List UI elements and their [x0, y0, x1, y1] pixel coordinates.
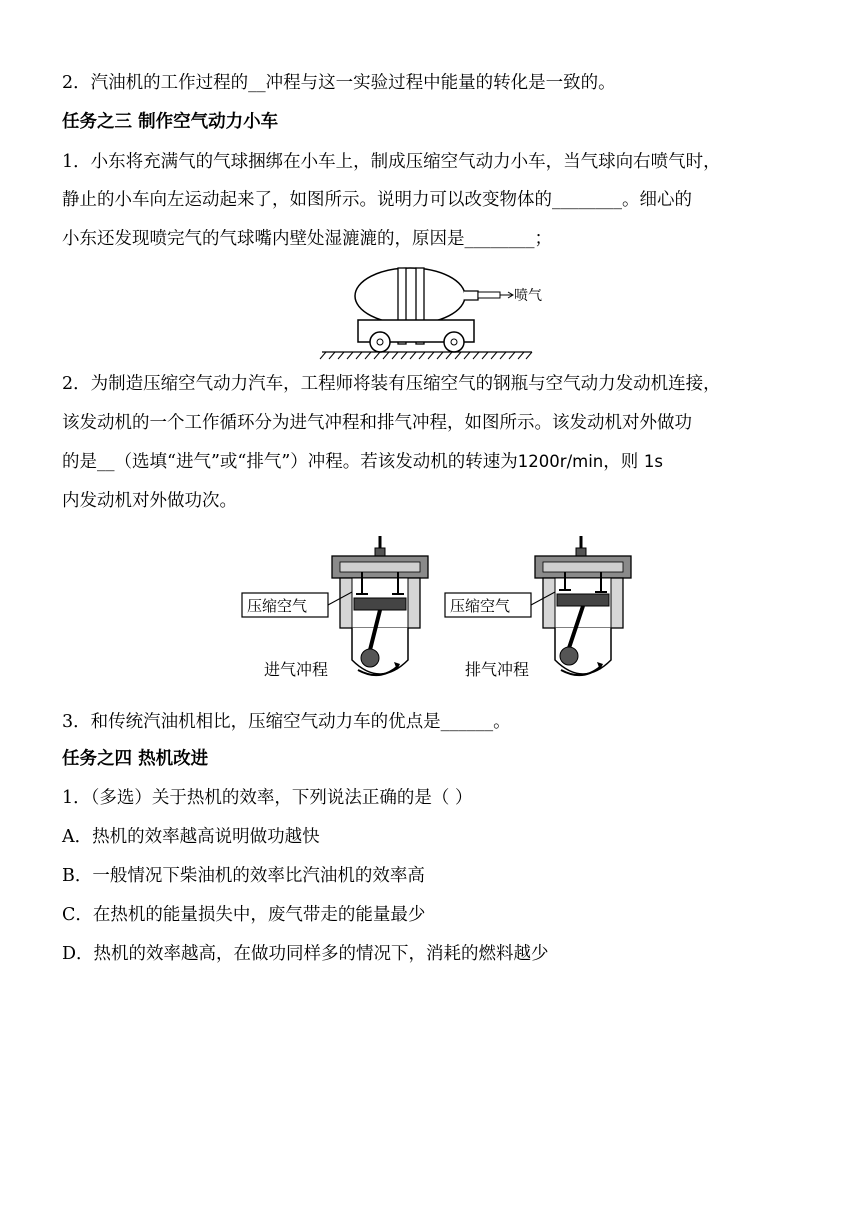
air-label: 压缩空气: [247, 597, 308, 615]
option-a: A．热机的效率越高说明做功越快: [62, 827, 320, 847]
option-c: C．在热机的能量损失中，废气带走的能量最少: [62, 905, 426, 925]
question-2-fill: 2．汽油机的工作过程的__冲程与这一实验过程中能量的转化是一致的。: [62, 73, 616, 93]
speed-value: 1200r/min: [517, 452, 604, 471]
crankcase: [352, 628, 408, 674]
engine-intake-figure: [240, 530, 440, 690]
crank-wheel: [361, 649, 379, 667]
question-3-1-line-2: 静止的小车向左运动起来了，如图所示。说明力可以改变物体的________。细心的: [62, 190, 692, 210]
question-3-2-line-4: 内发动机对外做功次。: [62, 491, 237, 511]
question-3-2-line-1: 2．为制造压缩空气动力汽车，工程师将装有压缩空气的钢瓶与空气动力发动机连接，: [62, 374, 721, 394]
piston: [557, 594, 609, 606]
time-value: 1s: [643, 452, 663, 471]
jet-label: 喷气: [514, 288, 542, 304]
engine-caption-exhaust: 排气冲程: [465, 660, 530, 679]
engine-exhaust-figure: [443, 530, 643, 690]
engine-caption-intake: 进气冲程: [264, 660, 329, 679]
option-b: B．一般情况下柴油机的效率比汽油机的效率高: [62, 866, 425, 886]
balloon-car-figure: [318, 262, 548, 362]
question-3-3: 3．和传统汽油机相比，压缩空气动力车的优点是______。: [62, 712, 511, 732]
question-3-1-line-1: 1．小东将充满气的气球捆绑在小车上，制成压缩空气动力小车，当气球向右喷气时，: [62, 152, 721, 172]
air-label: 压缩空气: [450, 597, 511, 615]
crank-wheel: [560, 647, 578, 665]
question-3-2-line-3: 的是__（选填“进气”或“排气”）冲程。若该发动机的转速为1200r/min，则 1s: [62, 452, 663, 472]
ground-hatch: [320, 352, 532, 359]
option-d: D．热机的效率越高，在做功同样多的情况下，消耗的燃料越少: [62, 944, 549, 964]
question-3-2-line-2: 该发动机的一个工作循环分为进气冲程和排气冲程，如图所示。该发动机对外做功: [62, 413, 692, 433]
balloon-shape: [355, 268, 465, 324]
piston: [354, 598, 406, 610]
section-heading-task4: 任务之四 热机改进: [62, 749, 209, 769]
balloon-nozzle: [464, 291, 478, 300]
question-4-1: 1．（多选）关于热机的效率，下列说法正确的是（ ）: [62, 788, 473, 808]
section-heading-task3: 任务之三 制作空气动力小车: [62, 112, 279, 132]
nozzle-tube: [478, 292, 500, 298]
question-3-1-line-3: 小东还发现喷完气的气球嘴内壁处湿漉漉的，原因是________；: [62, 229, 552, 249]
